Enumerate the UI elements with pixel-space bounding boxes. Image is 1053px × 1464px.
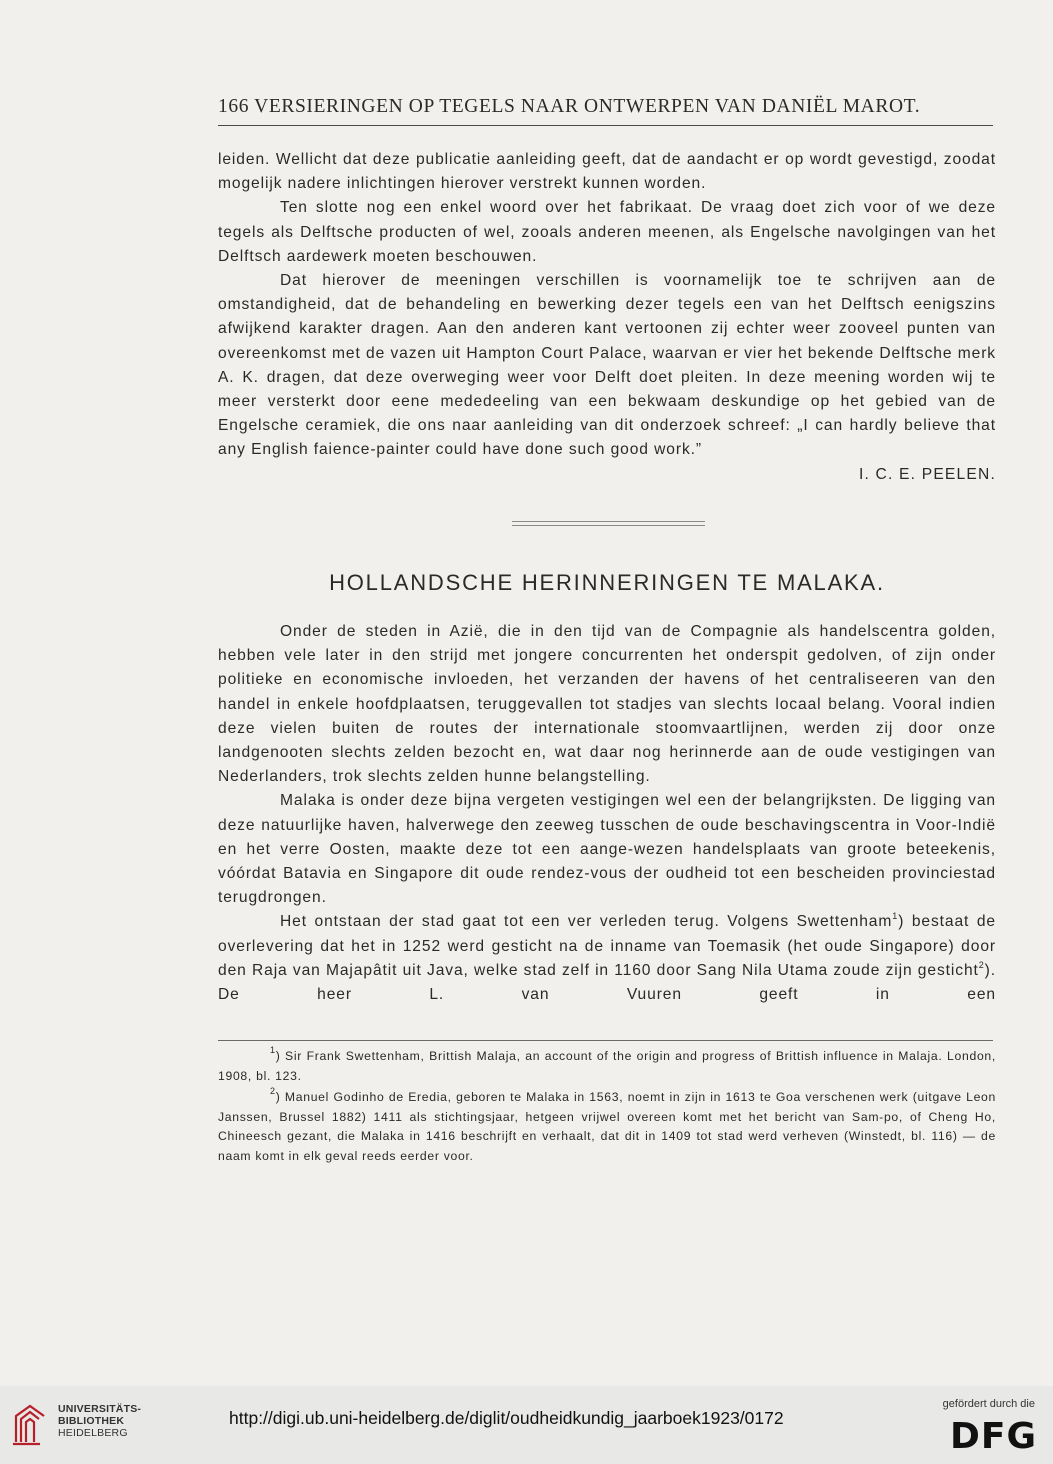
footnote-mark: 2 xyxy=(270,1086,276,1096)
paragraph-text: ). De heer L. van Vuuren geeft in een xyxy=(218,961,996,1004)
footnote-ref: 1 xyxy=(892,911,899,922)
footnote-text: ) Manuel Godinho de Eredia, geboren te Malaka in 1563, noemt in zijn in 1613 te Goa verschenen werk (uitgave Leon Janssen, Brussel 1882) 1411 als stichtingsjaar, hetgeen vrijwel overeen komt met het bericht van Sam-po, of Cheng Ho, Chineesch gezant, die Malaka in 1416 beschrijft en verhaalt, dat dit in 1409 tot stad werd verheven (Winstedt, bl. 116) — de naam komt in elk geval reeds eerder voor. xyxy=(218,1090,996,1163)
article-2-title: HOLLANDSCHE HERINNERINGEN TE MALAKA. xyxy=(329,570,885,595)
footnote-ref: 2 xyxy=(978,959,985,970)
dfg-logo: DFG xyxy=(949,1416,1037,1457)
paragraph: leiden. Wellicht dat deze publicatie aanleiding geeft, dat de aandacht er op wordt gevestigd, zoodat mogelijk nadere inlichtingen hierover verstrekt kunnen worden. xyxy=(218,151,996,193)
header-rule xyxy=(218,125,993,126)
library-name-line: BIBLIOTHEK xyxy=(58,1415,125,1427)
heidelberg-library-logo-icon xyxy=(10,1400,54,1448)
section-separator xyxy=(512,521,705,526)
library-name xyxy=(58,1403,141,1439)
paragraph xyxy=(218,910,996,1007)
footnote xyxy=(218,1088,996,1166)
funding-note: gefördert durch die xyxy=(942,1398,1035,1410)
paragraph: Onder de steden in Azië, die in den tijd van de Compagnie als handelscentra golden, hebben vele later in den strijd met jongere concurrenten het onderspit gedolven, of zijn onder politieke en economische invloeden, het verzanden der havens of het centraliseeren van den handel in enkele hoofdplaatsen, teruggevallen tot stadjes van slechts locaal belang. Vooral indien deze vielen buiten de routes der internationale stoomvaartlijnen, werden zij door onze landgenooten slechts zelden bezocht en, wat daar nog herinnerde aan de oude vestigingen van Nederlanders, trok slechts zelden hunne belangstelling. xyxy=(218,623,996,786)
paragraph: Malaka is onder deze bijna vergeten vestigingen wel een der belangrijksten. De ligging van deze natuurlijke haven, halverwege den zeeweg tusschen de oude beschavingscentra in Voor-Indië en het verre Oosten, maakte deze tot een aange-wezen handelsplaats van groote beteekenis, vóórdat Batavia en Singapore dit oude rendez-vous der oudheid tot een bescheiden provinciestad terugdrongen. xyxy=(218,792,996,907)
footnote xyxy=(218,1047,996,1086)
article-2-body xyxy=(218,620,996,1007)
footnote-mark: 1 xyxy=(270,1045,276,1055)
paragraph: Ten slotte nog een enkel woord over het fabrikaat. De vraag doet zich voor of we deze tegels als Delftsche producten of wel, zooals anderen meenen, als Engelsche navolgingen van het Delftsch aardewerk moeten beschouwen. xyxy=(218,199,996,265)
digitization-footer xyxy=(0,1386,1053,1464)
paragraph-text: Het ontstaan der stad gaat tot een ver verleden terug. Volgens Swettenham xyxy=(280,913,893,931)
author-signature: I. C. E. PEELEN. xyxy=(858,465,996,483)
article-1-body xyxy=(218,148,996,487)
footnotes xyxy=(218,1047,996,1166)
library-name-line: HEIDELBERG xyxy=(58,1427,128,1439)
paragraph: Dat hierover de meeningen verschillen is voornamelijk toe te schrijven aan de omstandigheid, dat de behandeling en bewerking dezer tegels een van het Delftsch eenigszins afwijkend karakter dragen. Aan den anderen kant vertoonen zij echter weer zooveel punten van overeenkomst met de vazen uit Hampton Court Palace, waarvan er vier het bekende Delftsche merk A. K. dragen, dat deze overweging weer voor Delft doet pleiten. In deze meening worden wij te meer versterkt door eene mededeeling van een bekwaam deskundige op het gebied van de Engelsche ceramiek, die ons naar aanleiding van dit onderzoek schreef: „I can hardly believe that any English faience-painter could have done such good work.” xyxy=(218,272,996,459)
footnote-rule xyxy=(218,1040,993,1041)
running-head: 166 VERSIERINGEN OP TEGELS NAAR ONTWERPEN VAN DANIËL MAROT. xyxy=(218,96,921,117)
paragraph-text: ) bestaat de overlevering dat het in 1252 werd gesticht na de inname van Toemasik (het oude Singapore) door den Raja van Majapâtit uit Java, welke stad zelf in 1160 door Sang Nila Utama zoude zijn gesticht xyxy=(218,913,996,979)
library-name-line: UNIVERSITÄTS- xyxy=(58,1403,142,1415)
permalink-url[interactable]: http://digi.ub.uni-heidelberg.de/diglit/oudheidkundig_jaarboek1923/0172 xyxy=(229,1408,784,1428)
footnote-text: ) Sir Frank Swettenham, Brittish Malaja, an account of the origin and progress of Brittish influence in Malaja. London, 1908, bl. 123. xyxy=(218,1049,996,1083)
